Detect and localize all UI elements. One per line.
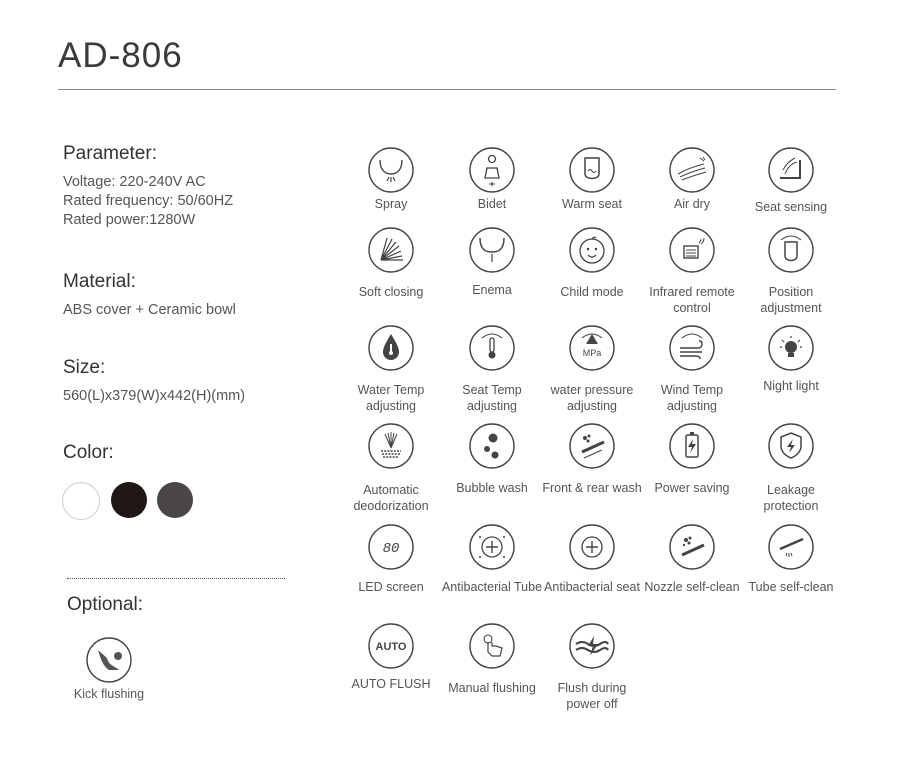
size-value: 560(L)x379(W)x442(H)(mm)	[63, 388, 246, 404]
feature-label: Automatic deodorization	[353, 483, 429, 513]
feature-air-dry	[640, 146, 744, 212]
feature-leakage-protection	[739, 422, 843, 514]
size-section	[63, 357, 245, 406]
auto-flush-icon	[367, 622, 415, 670]
led-screen-icon	[367, 523, 415, 571]
led-digits-text: 80	[382, 541, 400, 557]
feature-nozzle-self-clean	[640, 523, 744, 595]
feature-label: Spray	[374, 197, 408, 211]
feature-water-temp	[339, 324, 443, 414]
material-section	[63, 271, 236, 320]
feature-label: Soft closing	[358, 285, 424, 299]
color-swatch-black	[111, 482, 147, 518]
wind-temp-icon	[668, 324, 716, 372]
color-swatch-gray	[157, 482, 193, 518]
feature-label: Flush during power off	[557, 681, 627, 711]
feature-bubble-wash	[440, 422, 544, 496]
feature-label: Bidet	[477, 197, 507, 211]
feature-label: Nozzle self-clean	[644, 580, 740, 594]
title-divider	[58, 89, 836, 90]
antibacterial-seat-icon	[568, 523, 616, 571]
parameter-heading: Parameter:	[63, 143, 157, 164]
frequency-text: Rated frequency: 50/60HZ	[63, 193, 234, 209]
optional-divider	[67, 578, 285, 579]
color-section	[63, 442, 114, 472]
seat-sensing-icon	[767, 146, 815, 194]
remote-icon	[668, 226, 716, 274]
feature-label: Antibacterial seat	[544, 580, 640, 594]
kick-flush-icon	[85, 636, 133, 684]
feature-label: Tube self-clean	[748, 580, 834, 594]
feature-label: Air dry	[673, 197, 711, 211]
feature-soft-closing	[339, 226, 443, 300]
mpa-text: MPa	[582, 348, 602, 358]
feature-label: Leakage protection	[763, 483, 819, 513]
feature-label: Water Temp adjusting	[357, 383, 425, 413]
feature-label: Front & rear wash	[542, 481, 642, 495]
feature-label: Antibacterial Tube	[441, 580, 543, 594]
power-text: Rated power:1280W	[63, 212, 196, 228]
nozzle-clean-icon	[668, 523, 716, 571]
color-heading: Color:	[63, 442, 114, 463]
feature-child-mode	[540, 226, 644, 300]
feature-label: Bubble wash	[456, 481, 528, 495]
water-pressure-icon	[568, 324, 616, 372]
feature-seat-temp	[440, 324, 544, 414]
manual-flush-icon	[468, 622, 516, 670]
antibacterial-tube-icon	[468, 523, 516, 571]
voltage-text: Voltage: 220-240V AC	[63, 174, 206, 190]
position-icon	[767, 226, 815, 274]
feature-front-rear-wash	[540, 422, 644, 496]
feature-label: Manual flushing	[448, 681, 536, 695]
feature-infrared-remote	[640, 226, 744, 316]
feature-label: Enema	[472, 283, 512, 297]
leakage-icon	[767, 422, 815, 470]
bidet-icon	[468, 146, 516, 194]
optional-heading: Optional:	[67, 594, 144, 615]
material-value: ABS cover + Ceramic bowl	[63, 302, 236, 318]
feature-label: Position adjustment	[760, 285, 822, 315]
night-light-icon	[767, 324, 815, 372]
feature-led-screen	[339, 523, 443, 595]
feature-label: AUTO FLUSH	[351, 677, 431, 691]
bubble-wash-icon	[468, 422, 516, 470]
deodorization-icon	[367, 422, 415, 470]
tube-clean-icon	[767, 523, 815, 571]
feature-flush-power-off	[540, 622, 644, 712]
feature-night-light	[739, 324, 843, 394]
feature-seat-sensing	[739, 146, 843, 215]
feature-label: Power saving	[654, 481, 730, 495]
enema-icon	[468, 226, 516, 274]
feature-manual-flushing	[440, 622, 544, 696]
water-temp-icon	[367, 324, 415, 372]
auto-text: AUTO	[375, 641, 407, 653]
feature-deodorization	[339, 422, 443, 514]
seat-temp-icon	[468, 324, 516, 372]
warm-seat-icon	[568, 146, 616, 194]
feature-label: Child mode	[560, 285, 624, 299]
feature-label: Infrared remote control	[649, 285, 735, 315]
feature-water-pressure	[540, 324, 644, 414]
child-mode-icon	[568, 226, 616, 274]
feature-antibacterial-seat	[540, 523, 644, 595]
feature-label: Wind Temp adjusting	[660, 383, 724, 413]
feature-label: Warm seat	[562, 197, 622, 211]
feature-label: Seat sensing	[754, 200, 828, 214]
feature-power-saving	[640, 422, 744, 496]
optional-kick-flushing	[57, 636, 161, 702]
feature-label: Seat Temp adjusting	[462, 383, 522, 413]
parameter-section	[63, 143, 233, 230]
page-title: AD-806	[58, 36, 183, 75]
power-saving-icon	[668, 422, 716, 470]
air-dry-icon	[668, 146, 716, 194]
feature-warm-seat	[540, 146, 644, 212]
spray-icon	[367, 146, 415, 194]
feature-label: Night light	[763, 379, 819, 393]
feature-tube-self-clean	[739, 523, 843, 595]
feature-enema	[440, 226, 544, 298]
feature-antibacterial-tube	[440, 523, 544, 595]
color-swatch-white	[62, 482, 100, 520]
feature-wind-temp	[640, 324, 744, 414]
feature-position-adjustment	[739, 226, 843, 316]
feature-label: LED screen	[358, 580, 424, 594]
material-heading: Material:	[63, 271, 136, 292]
feature-bidet	[440, 146, 544, 212]
front-rear-wash-icon	[568, 422, 616, 470]
feature-auto-flush	[339, 622, 443, 692]
kick-flushing-label: Kick flushing	[73, 687, 145, 701]
size-heading: Size:	[63, 357, 106, 378]
power-off-flush-icon	[568, 622, 616, 670]
feature-label: water pressure adjusting	[550, 383, 634, 413]
feature-spray	[339, 146, 443, 212]
soft-closing-icon	[367, 226, 415, 274]
